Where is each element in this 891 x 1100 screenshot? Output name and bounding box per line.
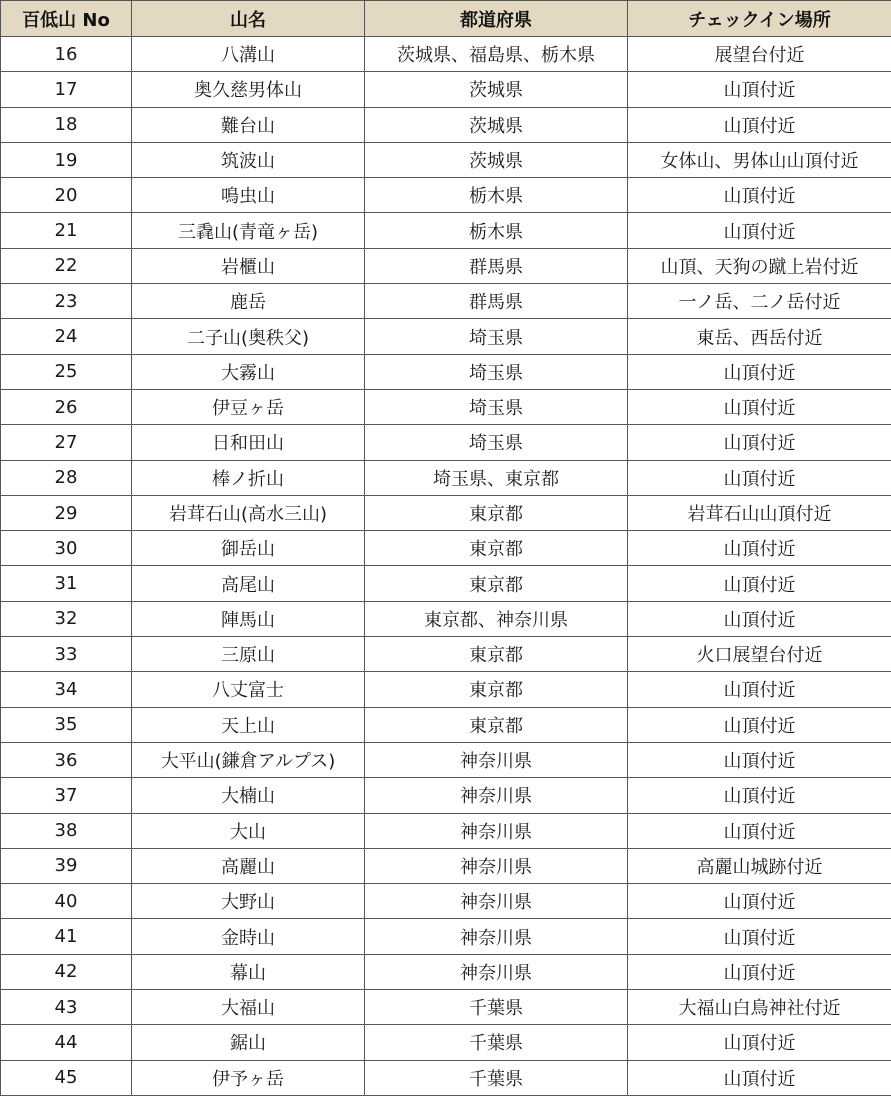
header-row: [1, 1, 891, 37]
cell-checkin-location: 一ノ岳、二ノ岳付近: [628, 284, 891, 319]
table-row: [1, 566, 891, 601]
cell-number: 24: [1, 319, 132, 354]
cell-number: 27: [1, 425, 132, 460]
cell-prefecture: 千葉県: [365, 990, 628, 1025]
cell-number: 19: [1, 142, 132, 177]
cell-number: 20: [1, 178, 132, 213]
cell-checkin-location: 山頂付近: [628, 531, 891, 566]
cell-checkin-location: 山頂付近: [628, 1060, 891, 1095]
cell-checkin-location: 山頂付近: [628, 742, 891, 777]
cell-prefecture: 神奈川県: [365, 884, 628, 919]
cell-number: 22: [1, 248, 132, 283]
cell-number: 23: [1, 284, 132, 319]
table-row: [1, 425, 891, 460]
header-prefecture: 都道府県: [365, 1, 628, 37]
cell-checkin-location: 山頂付近: [628, 178, 891, 213]
cell-prefecture: 神奈川県: [365, 848, 628, 883]
cell-prefecture: 東京都、神奈川県: [365, 601, 628, 636]
cell-prefecture: 埼玉県、東京都: [365, 460, 628, 495]
cell-prefecture: 埼玉県: [365, 319, 628, 354]
cell-checkin-location: 火口展望台付近: [628, 637, 891, 672]
table-row: [1, 178, 891, 213]
table-row: [1, 389, 891, 424]
cell-number: 45: [1, 1060, 132, 1095]
table-row: [1, 354, 891, 389]
cell-checkin-location: 山頂付近: [628, 354, 891, 389]
cell-prefecture: 千葉県: [365, 1025, 628, 1060]
cell-mountain-name: 八丈富士: [132, 672, 365, 707]
table-row: [1, 495, 891, 530]
table-row: [1, 284, 891, 319]
cell-mountain-name: 天上山: [132, 707, 365, 742]
cell-prefecture: 群馬県: [365, 284, 628, 319]
cell-mountain-name: 大平山(鎌倉アルプス): [132, 742, 365, 777]
table-body: [1, 37, 891, 1096]
cell-number: 36: [1, 742, 132, 777]
cell-checkin-location: 山頂付近: [628, 566, 891, 601]
cell-checkin-location: 山頂付近: [628, 1025, 891, 1060]
cell-prefecture: 茨城県: [365, 142, 628, 177]
cell-checkin-location: 山頂付近: [628, 425, 891, 460]
cell-prefecture: 埼玉県: [365, 389, 628, 424]
cell-prefecture: 埼玉県: [365, 425, 628, 460]
cell-checkin-location: 山頂付近: [628, 107, 891, 142]
cell-mountain-name: 大山: [132, 813, 365, 848]
cell-mountain-name: 大霧山: [132, 354, 365, 389]
table-row: [1, 142, 891, 177]
table-row: [1, 531, 891, 566]
cell-prefecture: 東京都: [365, 672, 628, 707]
cell-number: 21: [1, 213, 132, 248]
cell-checkin-location: 山頂付近: [628, 460, 891, 495]
cell-checkin-location: 東岳、西岳付近: [628, 319, 891, 354]
table-row: [1, 672, 891, 707]
cell-checkin-location: 山頂付近: [628, 672, 891, 707]
table-row: [1, 813, 891, 848]
cell-checkin-location: 山頂付近: [628, 813, 891, 848]
table-row: [1, 1025, 891, 1060]
cell-checkin-location: 岩茸石山山頂付近: [628, 495, 891, 530]
table-row: [1, 601, 891, 636]
table-row: [1, 460, 891, 495]
table-row: [1, 919, 891, 954]
cell-mountain-name: 伊予ヶ岳: [132, 1060, 365, 1095]
cell-number: 38: [1, 813, 132, 848]
cell-number: 28: [1, 460, 132, 495]
cell-mountain-name: 奥久慈男体山: [132, 72, 365, 107]
table-row: [1, 884, 891, 919]
cell-mountain-name: 高麗山: [132, 848, 365, 883]
cell-checkin-location: 山頂付近: [628, 884, 891, 919]
cell-number: 18: [1, 107, 132, 142]
cell-checkin-location: 山頂付近: [628, 601, 891, 636]
cell-number: 32: [1, 601, 132, 636]
table-row: [1, 954, 891, 989]
cell-checkin-location: 山頂付近: [628, 72, 891, 107]
table-row: [1, 72, 891, 107]
cell-mountain-name: 棒ノ折山: [132, 460, 365, 495]
cell-prefecture: 栃木県: [365, 178, 628, 213]
cell-prefecture: 東京都: [365, 531, 628, 566]
table-row: [1, 778, 891, 813]
cell-mountain-name: 高尾山: [132, 566, 365, 601]
cell-number: 42: [1, 954, 132, 989]
header-mountain-name: 山名: [132, 1, 365, 37]
cell-checkin-location: 山頂付近: [628, 919, 891, 954]
cell-mountain-name: 二子山(奥秩父): [132, 319, 365, 354]
cell-prefecture: 千葉県: [365, 1060, 628, 1095]
cell-mountain-name: 大楠山: [132, 778, 365, 813]
cell-prefecture: 群馬県: [365, 248, 628, 283]
cell-mountain-name: 御岳山: [132, 531, 365, 566]
table-row: [1, 990, 891, 1025]
cell-mountain-name: 幕山: [132, 954, 365, 989]
cell-prefecture: 東京都: [365, 495, 628, 530]
table-header: [1, 1, 891, 37]
cell-mountain-name: 陣馬山: [132, 601, 365, 636]
cell-checkin-location: 高麗山城跡付近: [628, 848, 891, 883]
cell-number: 29: [1, 495, 132, 530]
table-row: [1, 1060, 891, 1095]
cell-number: 30: [1, 531, 132, 566]
cell-number: 43: [1, 990, 132, 1025]
cell-mountain-name: 鳴虫山: [132, 178, 365, 213]
cell-checkin-location: 山頂、天狗の蹴上岩付近: [628, 248, 891, 283]
cell-prefecture: 神奈川県: [365, 954, 628, 989]
table-row: [1, 107, 891, 142]
header-number: 百低山 No: [1, 1, 132, 37]
cell-prefecture: 栃木県: [365, 213, 628, 248]
cell-number: 17: [1, 72, 132, 107]
cell-mountain-name: 三毳山(青竜ヶ岳): [132, 213, 365, 248]
cell-checkin-location: 山頂付近: [628, 389, 891, 424]
cell-checkin-location: 山頂付近: [628, 778, 891, 813]
cell-mountain-name: 日和田山: [132, 425, 365, 460]
cell-number: 41: [1, 919, 132, 954]
cell-prefecture: 東京都: [365, 566, 628, 601]
cell-checkin-location: 山頂付近: [628, 707, 891, 742]
cell-mountain-name: 大野山: [132, 884, 365, 919]
cell-checkin-location: 山頂付近: [628, 213, 891, 248]
cell-mountain-name: 鋸山: [132, 1025, 365, 1060]
table-row: [1, 213, 891, 248]
cell-number: 39: [1, 848, 132, 883]
cell-prefecture: 神奈川県: [365, 813, 628, 848]
cell-number: 37: [1, 778, 132, 813]
table-row: [1, 319, 891, 354]
cell-mountain-name: 難台山: [132, 107, 365, 142]
table-row: [1, 742, 891, 777]
cell-prefecture: 神奈川県: [365, 742, 628, 777]
table-row: [1, 707, 891, 742]
cell-prefecture: 神奈川県: [365, 919, 628, 954]
cell-number: 33: [1, 637, 132, 672]
cell-mountain-name: 金時山: [132, 919, 365, 954]
cell-prefecture: 茨城県、福島県、栃木県: [365, 37, 628, 72]
cell-mountain-name: 八溝山: [132, 37, 365, 72]
cell-prefecture: 神奈川県: [365, 778, 628, 813]
cell-mountain-name: 岩櫃山: [132, 248, 365, 283]
cell-mountain-name: 岩茸石山(高水三山): [132, 495, 365, 530]
cell-mountain-name: 伊豆ヶ岳: [132, 389, 365, 424]
cell-number: 35: [1, 707, 132, 742]
cell-number: 16: [1, 37, 132, 72]
table-row: [1, 637, 891, 672]
cell-number: 26: [1, 389, 132, 424]
cell-mountain-name: 大福山: [132, 990, 365, 1025]
cell-number: 40: [1, 884, 132, 919]
cell-number: 31: [1, 566, 132, 601]
cell-checkin-location: 女体山、男体山山頂付近: [628, 142, 891, 177]
cell-checkin-location: 大福山白鳥神社付近: [628, 990, 891, 1025]
table-row: [1, 248, 891, 283]
cell-mountain-name: 筑波山: [132, 142, 365, 177]
cell-number: 44: [1, 1025, 132, 1060]
cell-number: 34: [1, 672, 132, 707]
cell-checkin-location: 山頂付近: [628, 954, 891, 989]
cell-prefecture: 東京都: [365, 637, 628, 672]
cell-prefecture: 茨城県: [365, 72, 628, 107]
cell-number: 25: [1, 354, 132, 389]
cell-prefecture: 茨城県: [365, 107, 628, 142]
cell-prefecture: 東京都: [365, 707, 628, 742]
cell-mountain-name: 鹿岳: [132, 284, 365, 319]
cell-prefecture: 埼玉県: [365, 354, 628, 389]
table-row: [1, 37, 891, 72]
cell-checkin-location: 展望台付近: [628, 37, 891, 72]
table-row: [1, 848, 891, 883]
cell-mountain-name: 三原山: [132, 637, 365, 672]
header-checkin-location: チェックイン場所: [628, 1, 891, 37]
